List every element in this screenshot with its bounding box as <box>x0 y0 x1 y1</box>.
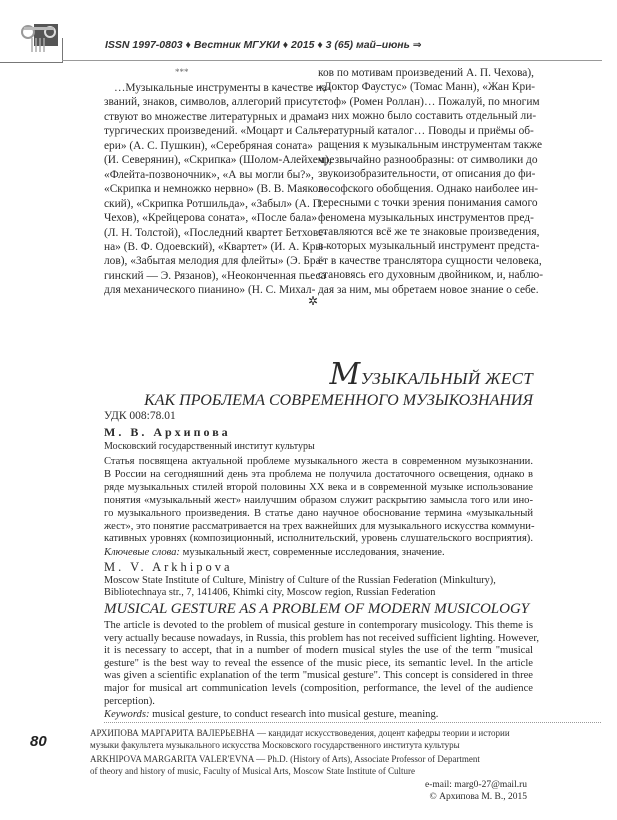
text-line: становясь его духовным двойником, и, наблю- <box>318 269 544 282</box>
author-info-ru <box>90 727 510 751</box>
running-header: ISSN 1997-0803 ♦ Вестник МГУКИ ♦ 2015 ♦ 3 (65) май–июнь ⇒ <box>105 39 422 51</box>
text-line: (И. Северянин), «Скрипка» (Шолом-Алейхем), <box>104 154 332 167</box>
keywords-ru <box>104 547 445 560</box>
author-info-line: АРХИПОВА МАРГАРИТА ВАЛЕРЬЕВНА — кандидат искусствоведения, доцент кафедры теории и истории <box>90 728 510 738</box>
text-line: в которых музыкальный инструмент предста- <box>318 240 540 253</box>
affiliation-en-line: Moscow State Institute of Culture, Ministry of Culture of the Russian Federation (Minkultury), <box>104 575 496 586</box>
text-line: ряде музыкальных стилей второй половины XX века и в современной музыке использование <box>104 481 533 493</box>
title-en: MUSICAL GESTURE AS A PROBLEM OF MODERN MUSICOLOGY <box>104 601 530 617</box>
abstract-ru <box>104 456 533 546</box>
copyright: © Архипова М. В., 2015 <box>429 792 527 802</box>
end-mark: ✲ <box>308 294 319 308</box>
keywords-label: Keywords: <box>104 709 150 720</box>
title-initial: М <box>329 357 361 392</box>
text-line: Чехов), «Крейцерова соната», «После бала» <box>104 212 318 225</box>
affiliation-en <box>104 575 496 599</box>
text-line: гинский — Э. Рязанов), «Неоконченная пьеса <box>104 269 326 282</box>
text-line: феномена музыкальных инструментов пред- <box>318 211 534 224</box>
author-info-line: музыки факультета музыкального искусства Московского государственного института культуры <box>90 740 460 750</box>
text-line: дая за ним, мы обретаем новое знание о себе. <box>318 283 539 296</box>
text-line: ёт в качестве транслятора сущности человека, <box>318 254 542 267</box>
text-line: perception). <box>104 695 155 707</box>
text-line: В России на сегодняшний день эта проблема не получила достаточного освещения, однако в <box>104 468 533 480</box>
text-line: Статья посвящена актуальной проблеме музыкального жеста в современном музыкознании. <box>104 456 533 467</box>
left-text-column <box>104 81 332 298</box>
udk-code: УДК 008:78.01 <box>104 410 176 422</box>
text-line: ери» (А. С. Пушкин), «Серебряная соната» <box>104 139 313 152</box>
text-line: го музыкального произведения. В статье дано научное обоснование термина «музыкальный <box>104 507 533 519</box>
article-title <box>329 357 533 394</box>
text-line: понятия «музыкальный жест» наилучшим образом служит раскрытию замысла того или ино- <box>104 494 533 506</box>
text-line: (Л. Н. Толстой), «Последний квартет Бетхове- <box>104 226 328 239</box>
page-number: 80 <box>30 733 47 750</box>
text-line: стоф» (Ромен Роллан)… Пожалуй, по многим <box>318 95 540 108</box>
keywords-en <box>104 709 438 722</box>
text-line: лософского обобщения. Однако наиболее ин- <box>318 182 539 195</box>
author-info-line: ARKHIPOVA MARGARITA VALER'EVNA — Ph.D. (History of Arts), Associate Professor of Department <box>90 754 480 764</box>
keywords-text: musical gesture, to conduct research into musical gesture, meaning. <box>149 709 439 720</box>
text-line: The article is devoted to the problem of musical gesture in contemporary musicology. This theme is <box>104 620 533 631</box>
text-line: major for musical art communication levels (composition, performance, the level of the audience <box>104 682 533 694</box>
text-line: ставляются всё же те знаковые произведения, <box>318 225 540 238</box>
author-ru: М. В. Архипова <box>104 425 231 439</box>
text-line: was given a scientific explanation of the term "musical gesture". This concept is considered in three <box>104 670 533 682</box>
text-line: звукоизобразительности, от описания до фи- <box>318 168 536 181</box>
text-line: ствуют во множестве литературных и драма- <box>104 110 323 123</box>
keywords-label: Ключевые слова: <box>104 547 180 558</box>
contact-block <box>425 779 527 803</box>
text-line: из них можно было составить отдельный ли- <box>318 110 537 123</box>
text-line: ков по мотивам произведений А. П. Чехова), <box>318 67 534 79</box>
affiliation-en-line: Bibliotechnaya str., 7, 141406, Khimki city, Moscow region, Russian Federation <box>104 587 436 598</box>
text-line: жест», это понятие рассматривается на трех важнейших для музыкального искусства коммуни- <box>104 520 535 532</box>
article-subtitle: КАК ПРОБЛЕМА СОВРЕМЕННОГО МУЗЫКОЗНАНИЯ <box>144 392 533 409</box>
text-line: тературный каталог… Поводы и приёмы об- <box>318 124 534 137</box>
footer-divider <box>104 722 601 723</box>
author-info-en <box>90 753 480 777</box>
text-line: «Доктор Фаустус» (Томас Манн), «Жан Кри- <box>318 81 536 94</box>
author-info-line: of theory and history of music, Faculty of Musical Arts, Moscow State Institute of Culture <box>90 766 415 776</box>
text-line: чрезвычайно разнообразны: от символики до <box>318 153 538 166</box>
header-rule <box>62 60 602 61</box>
text-line: лов), «Забытая мелодия для флейты» (Э. Бра- <box>104 255 325 268</box>
title-rest: УЗЫКАЛЬНЫЙ ЖЕСТ <box>360 369 533 388</box>
abstract-en <box>104 620 540 708</box>
text-line: на» (В. Ф. Одоевский), «Квартет» (И. А. Кры- <box>104 240 327 253</box>
journal-logo-icon <box>20 24 60 54</box>
right-text-column <box>318 66 544 297</box>
text-line: «Флейта-позвоночник», «А вы могли бы?», <box>104 168 314 181</box>
email-link[interactable]: e-mail: marg0-27@mail.ru <box>425 780 527 790</box>
text-line: «Скрипка и немножко нервно» (В. В. Маяков- <box>104 183 328 196</box>
affiliation-ru: Московский государственный институт культуры <box>104 441 315 452</box>
text-line: тургических произведений. «Моцарт и Саль- <box>104 125 323 138</box>
text-line: званий, знаков, символов, аллегорий присут- <box>104 96 322 109</box>
text-line: ский), «Скрипка Ротшильда», «Забыл» (А. П. <box>104 197 324 210</box>
text-line: кативных уровнях (композиционный, исполнительский, уровень слушательского восприятия). <box>104 533 533 545</box>
header-bracket-line <box>0 62 62 63</box>
text-line: gesture" is the best way to reveal the essence of the music piece, its semantic level. In the article <box>104 657 533 669</box>
keywords-text: музыкальный жест, современные исследования, значение. <box>179 547 445 558</box>
text-line: very actually because nowadays, in Russia, this problem has not received sufficient lighting. However, <box>104 632 540 644</box>
text-line: для механического пианино» (Н. С. Михал- <box>104 284 316 297</box>
text-line: ращения к музыкальным инструментам также <box>318 139 543 152</box>
section-separator: *** <box>175 67 189 77</box>
text-line: тересными с точки зрения понимания самого <box>318 197 538 210</box>
author-en: M. V. Arkhipova <box>104 560 233 574</box>
text-line: it is necessary to accept, that in a number of modern musical styles the use of the term "musical <box>104 645 533 657</box>
text-line: …Музыкальные инструменты в качестве на- <box>114 82 331 94</box>
